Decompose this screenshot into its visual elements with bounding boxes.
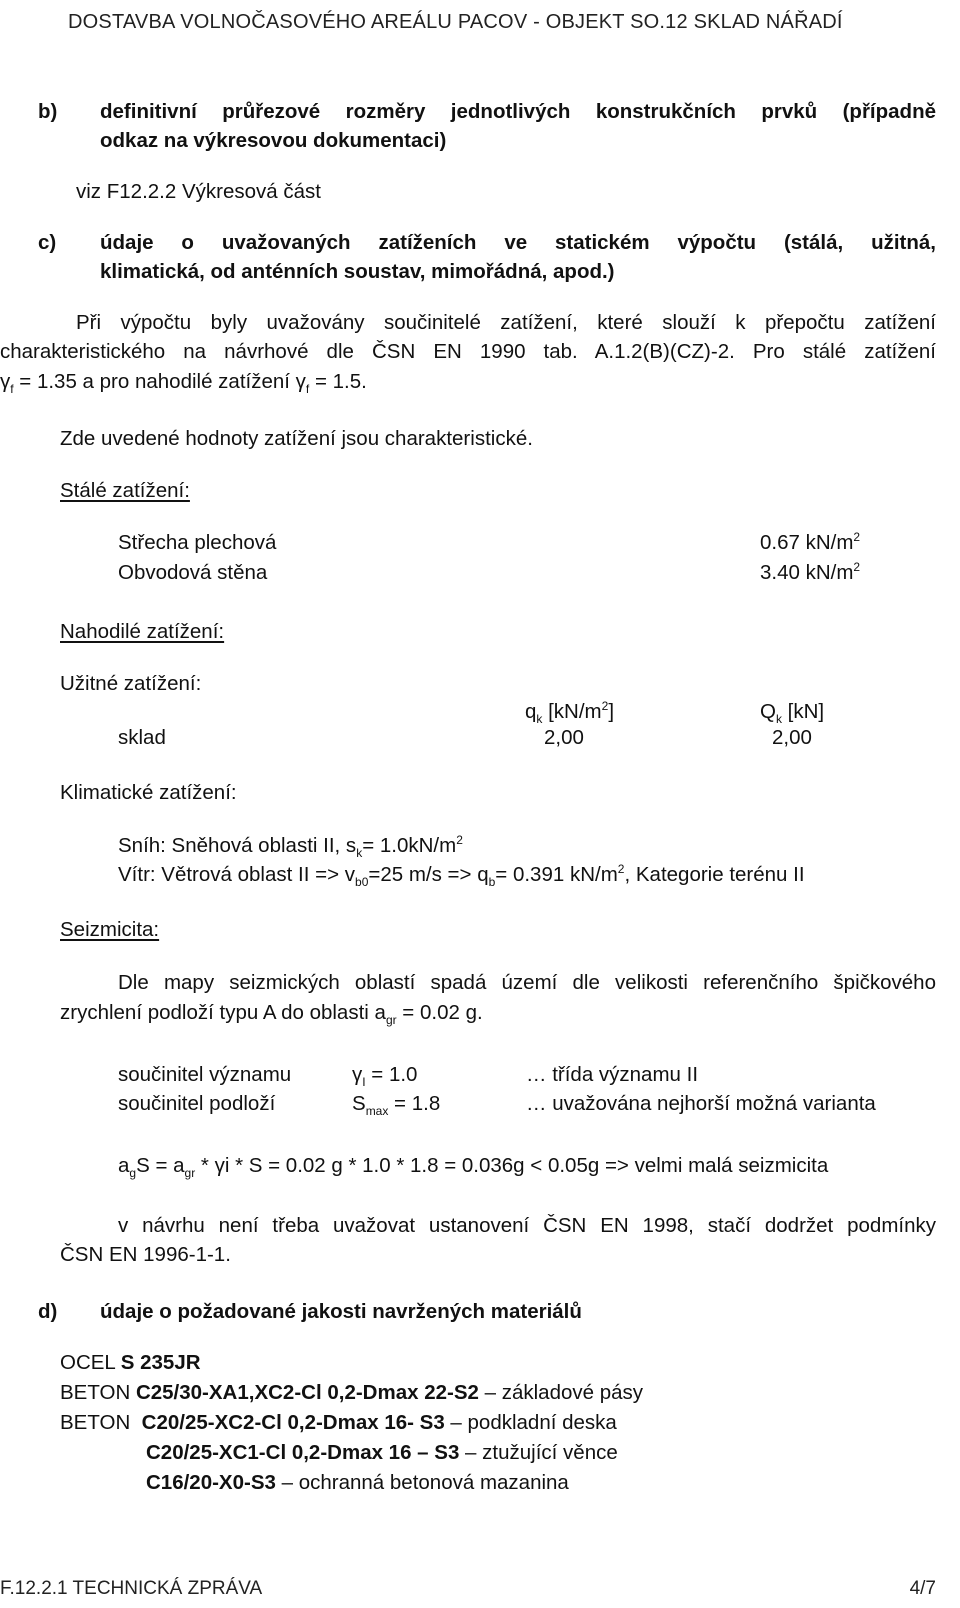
material-concrete-use-4: – ochranná betonová mazanina: [275, 1471, 569, 1494]
variable-load-heading: Nahodilé zatížení:: [60, 620, 225, 643]
importance-factor-value: [352, 1063, 417, 1088]
wall-load-name: Obvodová stěna: [118, 561, 268, 584]
agr-sub: gr: [385, 1013, 397, 1028]
roof-load-value-text: 0.67 kN/m: [760, 531, 854, 554]
section-c-title-text: údaje o uvažovaných zatíženích ve statickém výpočtu (stálá, užitná,: [100, 231, 936, 254]
smax-value: = 1.8: [388, 1092, 441, 1115]
gamma-i-symbol: γ: [352, 1063, 363, 1086]
smax-sub: max: [365, 1104, 389, 1119]
agr-value: = 0.02 g.: [396, 1001, 483, 1024]
wall-load-unit-sup: 2: [853, 560, 861, 575]
material-steel-grade: S 235JR: [120, 1351, 201, 1374]
seismic-conclusion-line2: ČSN EN 1996-1-1.: [60, 1243, 231, 1266]
calc-sub-gr: gr: [184, 1166, 196, 1181]
material-concrete-use-1: – základové pásy: [478, 1381, 644, 1404]
factors-paragraph-line3: [0, 370, 367, 395]
page-header: DOSTAVBA VOLNOČASOVÉHO AREÁLU PACOV - OBJEKT SO.12 SKLAD NÁŘADÍ: [68, 11, 843, 33]
gamma-i-value: = 1.0: [365, 1063, 418, 1086]
factors-paragraph-line1: [76, 311, 936, 336]
characteristic-note: Zde uvedené hodnoty zatížení jsou charakteristické.: [60, 427, 533, 450]
section-c-label: c): [38, 231, 57, 254]
snow-value: = 1.0kN/m: [362, 834, 457, 857]
section-b-reference: viz F12.2.2 Výkresová část: [76, 180, 321, 203]
gamma-i-sub: I: [362, 1075, 366, 1090]
snow-load-line: [118, 834, 463, 859]
qk-subscript: k: [536, 712, 543, 727]
section-c-title-line1: [100, 231, 936, 256]
gamma-symbol: γ: [0, 370, 11, 393]
seismic-text-2: zrychlení podloží typu A do oblasti a: [60, 1001, 386, 1024]
gamma-subscript: f: [10, 382, 14, 397]
material-steel: [60, 1351, 201, 1376]
calc-a: a: [118, 1154, 130, 1177]
qk-unit-close: ]: [608, 700, 615, 723]
material-steel-prefix: OCEL: [60, 1351, 121, 1374]
roof-load-value: [760, 531, 860, 556]
snow-sup: 2: [456, 833, 463, 848]
soil-factor-value: [352, 1092, 440, 1117]
material-concrete-footing: [60, 1381, 643, 1406]
Qk-symbol: Q: [760, 700, 776, 723]
qk-unit-sup: 2: [601, 699, 609, 714]
wall-load-value: [760, 561, 860, 586]
material-concrete-use-2: – podkladní deska: [444, 1411, 617, 1434]
gamma-symbol-2: γ: [295, 370, 306, 393]
material-concrete-screed: [146, 1471, 569, 1496]
Qk-subscript: k: [775, 712, 782, 727]
page-footer-title: F.12.2.1 TECHNICKÁ ZPRÁVA: [0, 1578, 263, 1599]
qk-unit: [kN/m: [542, 700, 602, 723]
wind-text: Vítr: Větrová oblast II => v: [118, 863, 356, 886]
useful-load-heading: Užitné zatížení:: [60, 672, 202, 695]
wind-pressure: = 0.391 kN/m: [495, 863, 618, 886]
Qk-unit: [kN]: [781, 700, 825, 723]
qk-column-header: [525, 700, 614, 725]
calc-sub-g: g: [129, 1166, 137, 1181]
section-d-label: d): [38, 1300, 58, 1323]
material-concrete-grade-4: C16/20-X0-S3: [146, 1471, 276, 1494]
wind-load-line: [118, 863, 805, 888]
importance-factor-label: součinitel významu: [118, 1063, 292, 1086]
factors-text-1: Při výpočtu byly uvažovány součinitelé zatížení, které slouží k přepočtu zatížení: [76, 311, 936, 334]
wind-terrain: , Kategorie terénu II: [624, 863, 805, 886]
material-concrete-prefix-2: BETON: [60, 1411, 142, 1434]
section-b-label: b): [38, 100, 58, 123]
gamma-subscript-2: f: [305, 382, 310, 397]
factors-text-4: = 1.5.: [309, 370, 367, 393]
wind-sub-1: b0: [355, 875, 369, 890]
calc-gamma: γ: [214, 1154, 225, 1177]
section-d-title: údaje o požadované jakosti navržených materiálů: [100, 1300, 582, 1323]
seismic-heading: Seizmicita:: [60, 918, 160, 941]
wall-load-value-text: 3.40 kN/m: [760, 561, 854, 584]
material-concrete-use-3: – ztužující věnce: [459, 1441, 618, 1464]
material-concrete-grade-2: C20/25-XC2-Cl 0,2-Dmax 16- S3: [141, 1411, 445, 1434]
material-concrete-grade-1: C25/30-XA1,XC2-Cl 0,2-Dmax 22-S2: [135, 1381, 479, 1404]
storage-row-name: sklad: [118, 726, 166, 749]
factors-paragraph-line2: [0, 340, 936, 365]
section-b-title-line2: odkaz na výkresovou dokumentaci): [100, 129, 447, 152]
wind-sup: 2: [617, 862, 625, 877]
seismic-text-1: Dle mapy seizmických oblastí spadá území dle velikosti referenčního špičkového: [118, 971, 936, 994]
seismic-paragraph-line1: [118, 971, 936, 996]
smax-symbol: S: [352, 1092, 366, 1115]
qk-symbol: q: [525, 700, 537, 723]
soil-variant-note: … uvažována nejhorší možná varianta: [526, 1092, 876, 1115]
soil-factor-label: součinitel podloží: [118, 1092, 276, 1115]
Qk-column-header: [760, 700, 824, 725]
snow-text: Sníh: Sněhová oblasti II, s: [118, 834, 357, 857]
wind-sub-2: b: [488, 875, 496, 890]
snow-sub: k: [356, 846, 363, 861]
wind-speed: =25 m/s => q: [368, 863, 489, 886]
section-b-title-text: definitivní průřezové rozměry jednotlivých konstrukčních prvků (případně: [100, 100, 936, 123]
calc-b: S = a: [136, 1154, 185, 1177]
storage-qk-value: 2,00: [544, 726, 584, 749]
climatic-load-heading: Klimatické zatížení:: [60, 781, 237, 804]
material-concrete-beams: [146, 1441, 618, 1466]
roof-load-unit-sup: 2: [853, 530, 861, 545]
page-number: 4/7: [909, 1578, 936, 1599]
roof-load-name: Střecha plechová: [118, 531, 277, 554]
permanent-load-heading: Stálé zatížení:: [60, 479, 190, 502]
calc-c: *: [195, 1154, 215, 1177]
seismic-paragraph-line2: [60, 1001, 483, 1026]
importance-class-note: … třída významu II: [526, 1063, 699, 1086]
material-concrete-grade-3: C20/25-XC1-Cl 0,2-Dmax 16 – S3: [146, 1441, 460, 1464]
section-c-title-line2: klimatická, od anténních soustav, mimořádná, apod.): [100, 260, 615, 283]
seismic-calculation: [118, 1154, 828, 1179]
seismic-conclusion-text: v návrhu není třeba uvažovat ustanovení ČSN EN 1998, stačí dodržet podmínky: [118, 1214, 936, 1237]
seismic-conclusion-line1: [118, 1214, 936, 1239]
material-concrete-slab: [60, 1411, 617, 1436]
storage-Qk-value: 2,00: [772, 726, 812, 749]
calc-result: i * S = 0.02 g * 1.0 * 1.8 = 0.036g < 0.05g => velmi malá seizmicita: [224, 1154, 829, 1177]
section-b-title-line1: [100, 100, 936, 125]
factors-text-3: = 1.35 a pro nahodilé zatížení: [13, 370, 296, 393]
material-concrete-prefix: BETON: [60, 1381, 136, 1404]
factors-text-2: charakteristického na návrhové dle ČSN EN 1990 tab. A.1.2(B)(CZ)-2. Pro stálé zatížení: [0, 340, 936, 363]
